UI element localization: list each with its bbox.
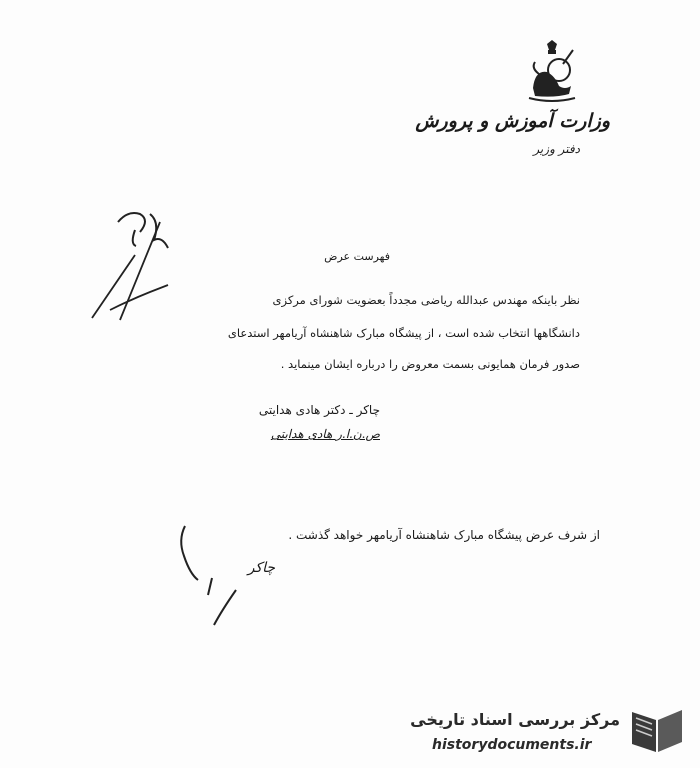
document-heading: فهرست عرض: [324, 250, 390, 263]
handwritten-signature: ص.ن.ا.ر هادی هدایتی: [270, 427, 380, 441]
body-line-3: صدور فرمان همایونی بسمت معروض را درباره ایشان مینماید .: [280, 357, 580, 371]
office-title: دفتر وزیر: [533, 142, 580, 156]
decree-line: از شرف عرض پیشگاه مبارک شاهنشاه آریامهر خواهد گذشت .: [288, 528, 600, 542]
watermark-title: مرکز بررسی اسناد تاریخی: [410, 710, 620, 729]
signatory-name: چاکر ـ دکتر هادی هدایتی: [258, 403, 380, 417]
closing-signature: چاکر: [247, 560, 275, 576]
body-line-1: نظر باینکه مهندس عبدالله ریاضی مجدداً بعضویت شورای مرکزی: [272, 293, 580, 307]
lion-and-sun-emblem-icon: [525, 40, 580, 105]
book-logo-icon: [628, 704, 686, 756]
ministry-title: وزارت آموزش و پرورش: [415, 110, 610, 132]
watermark-url: historydocuments.ir: [432, 737, 592, 753]
body-line-2: دانشگاهها انتخاب شده است ، از پیشگاه مبارک شاهنشاه آریامهر استدعای: [227, 326, 580, 340]
